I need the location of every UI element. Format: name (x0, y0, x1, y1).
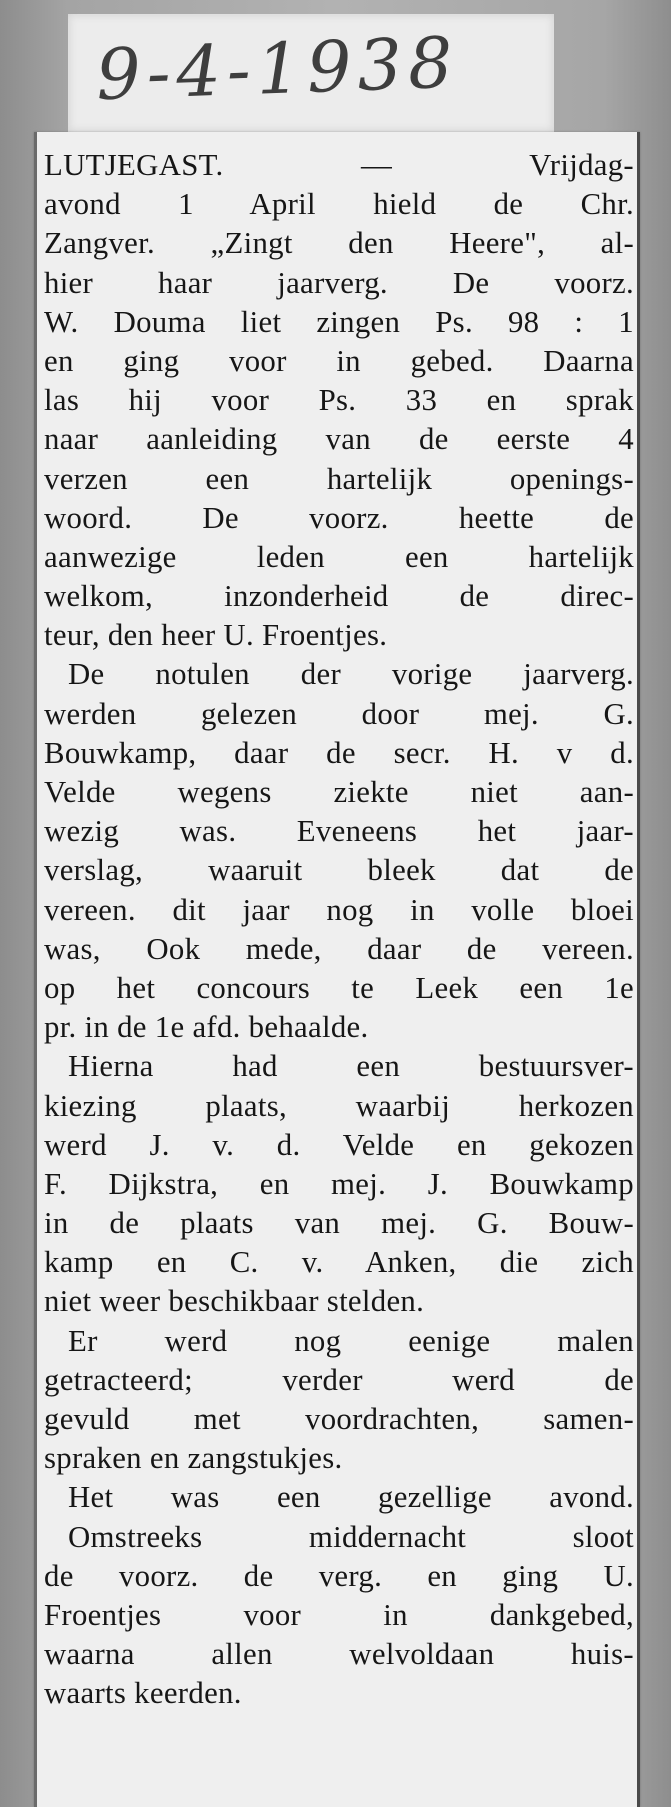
article-line: Het was een gezellige avond. (68, 1480, 634, 1515)
article-line: Omstreeks middernacht sloot (68, 1519, 634, 1554)
article-line: naar aanleiding van de eerste 4 (44, 422, 634, 457)
article-line: Zangver. „Zingt den Heere", al- (44, 226, 634, 261)
article-line: de voorz. de verg. en ging U. (44, 1558, 634, 1593)
article-line: werd J. v. d. Velde en gekozen (44, 1127, 634, 1162)
article-line: teur, den heer U. Froentjes. (44, 618, 388, 653)
article-line: Bouwkamp, daar de secr. H. v d. (44, 735, 634, 770)
article-line: niet weer beschikbaar stelden. (44, 1284, 425, 1319)
article-line: Froentjes voor in dankgebed, (44, 1597, 634, 1632)
handwritten-date: 9-4-1938 (94, 21, 460, 117)
article-line: welkom, inzonderheid de direc- (44, 579, 634, 614)
article-text (44, 146, 634, 1714)
article-line: LUTJEGAST. — Vrijdag- (44, 148, 634, 182)
article-line: hier haar jaarverg. De voorz. (44, 265, 634, 300)
clipping-right-edge (637, 132, 640, 1807)
article-line: waarts keerden. (44, 1676, 242, 1711)
article-line: aanwezige leden een hartelijk (44, 539, 634, 574)
article-line: werden gelezen door mej. G. (44, 696, 634, 731)
article-line: woord. De voorz. heette de (44, 500, 634, 535)
article-line: De notulen der vorige jaarverg. (68, 657, 634, 692)
article-line: Hierna had een bestuursver- (68, 1049, 634, 1084)
article-line: was, Ook mede, daar de vereen. (44, 931, 634, 966)
clipping-left-edge (34, 132, 37, 1807)
article-line: Er werd nog eenige malen (68, 1323, 634, 1358)
article-line: op het concours te Leek een 1e (44, 970, 634, 1005)
article-line: W. Douma liet zingen Ps. 98 : 1 (44, 304, 634, 339)
article-line: kamp en C. v. Anken, die zich (44, 1245, 634, 1280)
article-line: verzen een hartelijk openings- (44, 461, 634, 496)
article-line: vereen. dit jaar nog in volle bloei (44, 892, 634, 927)
article-line: in de plaats van mej. G. Bouw- (44, 1206, 634, 1241)
article-line: Velde wegens ziekte niet aan- (44, 775, 634, 809)
article-line: avond 1 April hield de Chr. (44, 187, 634, 222)
article-line: en ging voor in gebed. Daarna (44, 343, 634, 378)
article-line: wezig was. Eveneens het jaar- (44, 814, 634, 849)
article-line: gevuld met voordrachten, samen- (44, 1402, 634, 1436)
article-line: verslag, waaruit bleek dat de (44, 853, 634, 888)
article-line: getracteerd; verder werd de (44, 1362, 634, 1397)
article-line: las hij voor Ps. 33 en sprak (44, 383, 634, 418)
article-line: spraken en zangstukjes. (44, 1441, 343, 1476)
article-line: kiezing plaats, waarbij herkozen (44, 1088, 634, 1123)
article-line: pr. in de 1e afd. behaalde. (44, 1010, 369, 1045)
article-line: waarna allen welvoldaan huis- (44, 1637, 634, 1672)
article-line: F. Dijkstra, en mej. J. Bouwkamp (44, 1166, 634, 1201)
